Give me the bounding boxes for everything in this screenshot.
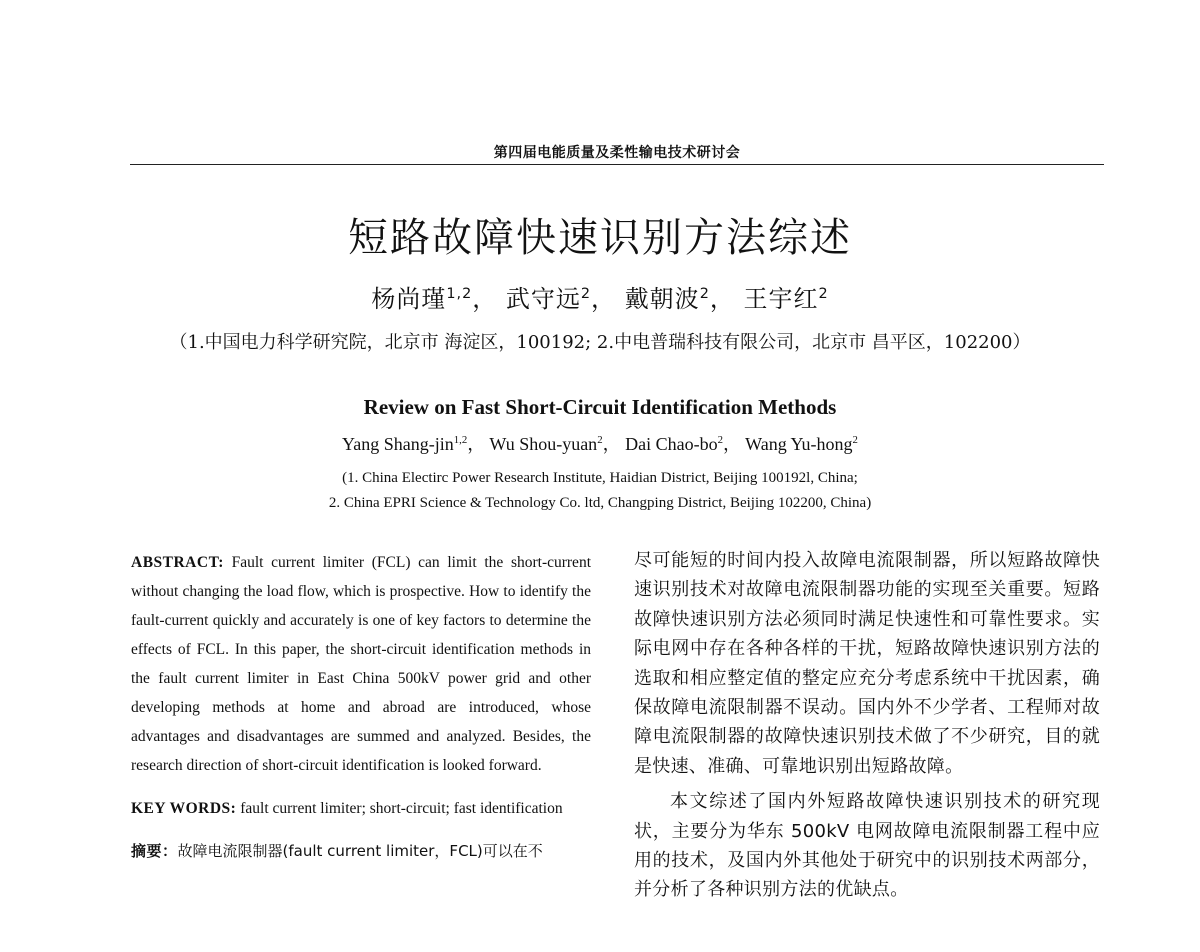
keywords-text: fault current limiter; short-circuit; fast identification xyxy=(240,800,563,817)
author-en: Yang Shang-jin$^{1,2}$， xyxy=(342,434,486,454)
authors-en xyxy=(0,430,1200,456)
abstract-zh-text: 故障电流限制器(fault current limiter，FCL)可以在不 xyxy=(177,842,543,860)
header-rule xyxy=(130,164,1104,165)
body-paragraph: 尽可能短的时间内投入故障电流限制器，所以短路故障快速识别技术对故障电流限制器功能的实现至关重要。短路故障快速识别方法必须同时满足快速性和可靠性要求。实际电网中存在各种各样的干扰，短路故障快速识别方法的选取和相应整定值的整定应充分考虑系统中干扰因素，确保故障电流限制器不误动。国内外不少学者、工程师对故障电流限制器的故障快速识别技术做了不少研究，目的就是快速、准确、可靠地识别出短路故障。 xyxy=(634,550,1100,777)
authors-zh xyxy=(0,279,1200,314)
right-column xyxy=(634,546,1100,905)
affiliation-zh: （1.中国电力科学研究院，北京市 海淀区，100192; 2.中电普瑞科技有限公司，北京市 昌平区，102200） xyxy=(169,332,1031,353)
abstract-zh-label: 摘要： xyxy=(131,842,178,860)
body-paragraph: 本文综述了国内外短路故障快速识别技术的研究现状，主要分为华东 500kV 电网故障电流限制器工程中应用的技术，及国内外其他处于研究中的识别技术两部分，并分析了各种识别方法的优缺点。 xyxy=(634,791,1100,901)
author-zh: 杨尚瑾$^{1,2}$， xyxy=(371,285,498,313)
author-zh: 王宇红$^2$ xyxy=(743,285,829,313)
abstract-text: Fault current limiter (FCL) can limit the short-current without changing the load flow, which is prospective. How to identify the fault-current quickly and accurately is one of key factors to determine the effects of FCL. In this paper, the short-circuit identification methods in the fault current limiter in East China 500kV power grid and other developing methods at home and abroad are introduced, whose advantages and disadvantages are summed and analyzed. Besides, the research direction of short-circuit identification is looked forward. xyxy=(131,554,591,774)
author-en: Dai Chao-$bo^2$， xyxy=(625,434,741,454)
keywords-label: KEY WORDS: xyxy=(131,800,237,817)
abstract-en xyxy=(131,548,591,780)
author-zh: 戴朝波$^2$， xyxy=(624,285,735,313)
affiliation-en xyxy=(0,466,1200,516)
paper-title-zh: 短路故障快速识别方法综述 xyxy=(348,215,852,261)
affiliation-en-line: (1. China Electirc Power Research Institute, Haidian District, Beijing 100192l, China; xyxy=(342,470,858,486)
author-en: Wu Shou-yuan$^2$， xyxy=(489,434,621,454)
running-header: 第四届电能质量及柔性输电技术研讨会 xyxy=(493,145,741,161)
keywords xyxy=(131,794,591,823)
abstract-label: ABSTRACT: xyxy=(131,554,224,571)
paper-title-en: Review on Fast Short-Circuit Identification Methods xyxy=(363,395,837,419)
author-en: Wang Yu-hong$^2$ xyxy=(745,434,858,454)
left-column xyxy=(131,548,591,866)
affiliation-en-line: 2. China EPRI Science & Technology Co. ltd, Changping District, Beijing 102200, China) xyxy=(328,495,872,511)
author-zh: 武守远$^2$， xyxy=(505,285,617,313)
abstract-zh xyxy=(131,837,591,866)
